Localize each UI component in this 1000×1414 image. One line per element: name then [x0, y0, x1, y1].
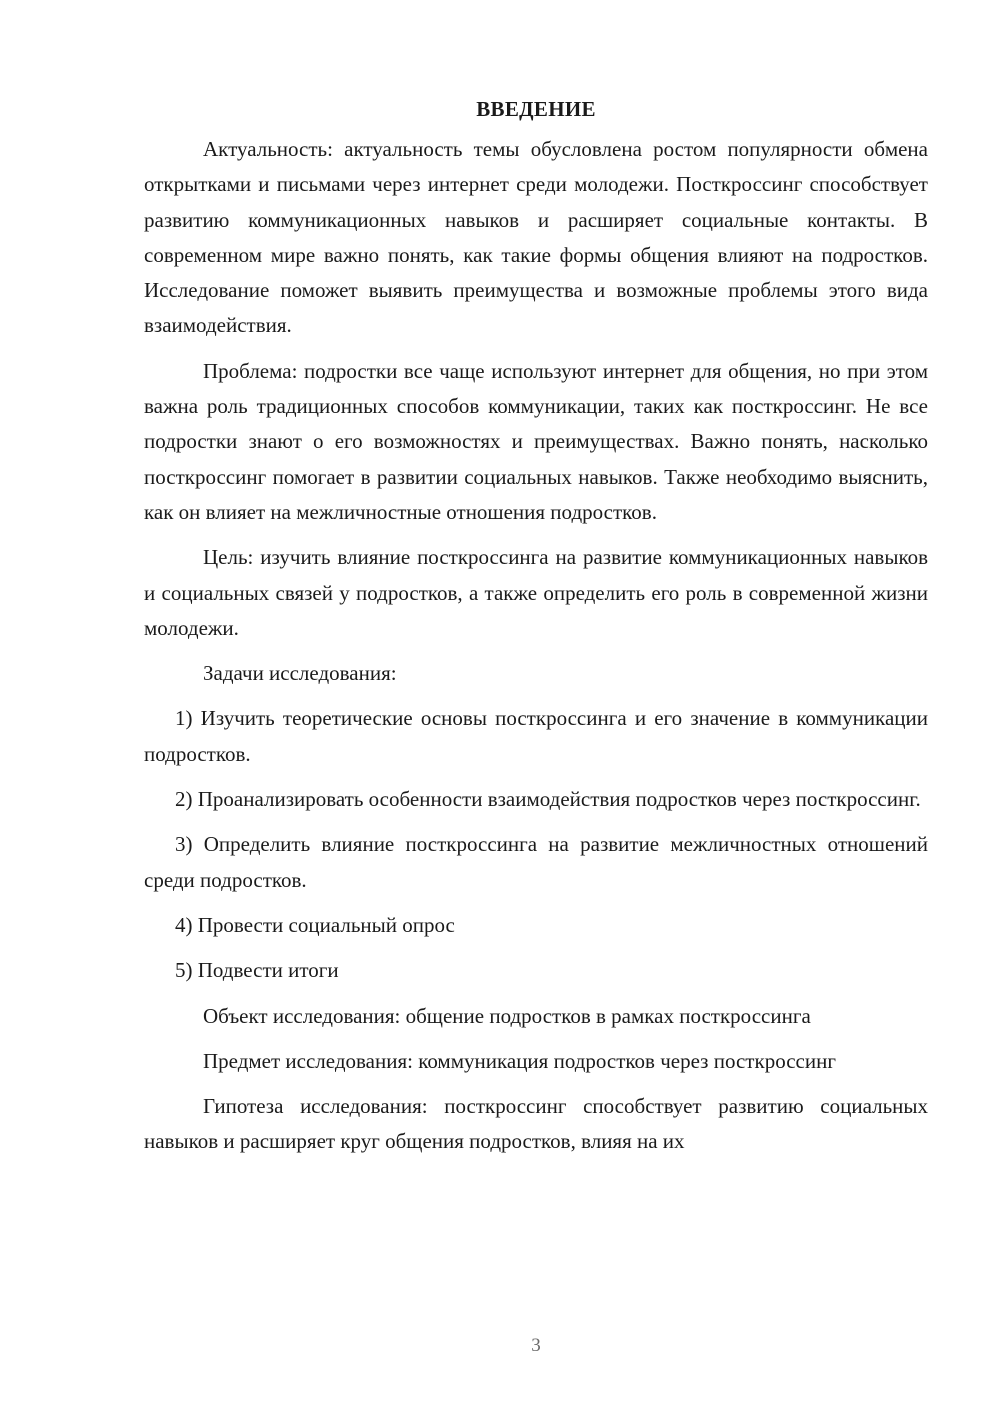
- tasks-heading: Задачи исследования:: [203, 661, 397, 686]
- page-number: 3: [531, 1335, 541, 1356]
- task-item-3: 3) Определить влияние посткроссинга на развитие межличностных отношений среди подростков.: [144, 832, 928, 892]
- relevance-paragraph: Актуальность: актуальность темы обусловлена ростом популярности обмена открытками и письмами через интернет среди молодежи. Посткроссинг способствует развитию коммуникационных навыков и расширяет социальные контакты. В современном мире важно понять, как такие формы общения влияют на подростков. Исследование поможет выявить преимущества и возможные проблемы этого вида взаимодействия.: [144, 137, 928, 338]
- research-subject-paragraph: Предмет исследования: коммуникация подростков через посткроссинг: [203, 1048, 836, 1073]
- task-item-1: 1) Изучить теоретические основы посткроссинга и его значение в коммуникации подростков.: [144, 706, 928, 766]
- page-content: [144, 92, 928, 1160]
- page-title: ВВЕДЕНИЕ: [476, 97, 596, 121]
- task-item-5: 5) Подвести итоги: [175, 958, 339, 983]
- research-object-paragraph: Объект исследования: общение подростков в рамках посткроссинга: [203, 1003, 811, 1028]
- goal-paragraph: Цель: изучить влияние посткроссинга на развитие коммуникационных навыков и социальных связей у подростков, а также определить его роль в современной жизни молодежи.: [144, 545, 928, 640]
- hypothesis-paragraph: Гипотеза исследования: посткроссинг способствует развитию социальных навыков и расширяет круг общения подростков, влияя на их: [144, 1094, 928, 1154]
- task-item-4: 4) Провести социальный опрос: [175, 912, 455, 937]
- problem-paragraph: Проблема: подростки все чаще используют интернет для общения, но при этом важна роль традиционных способов коммуникации, таких как посткроссинг. Не все подростки знают о его возможностях и преимуществах. Важно понять, насколько посткроссинг помогает в развитии социальных навыков. Также необходимо выяснить, как он влияет на межличностные отношения подростков.: [144, 358, 928, 524]
- task-item-2: 2) Проанализировать особенности взаимодействия подростков через посткроссинг.: [175, 787, 921, 812]
